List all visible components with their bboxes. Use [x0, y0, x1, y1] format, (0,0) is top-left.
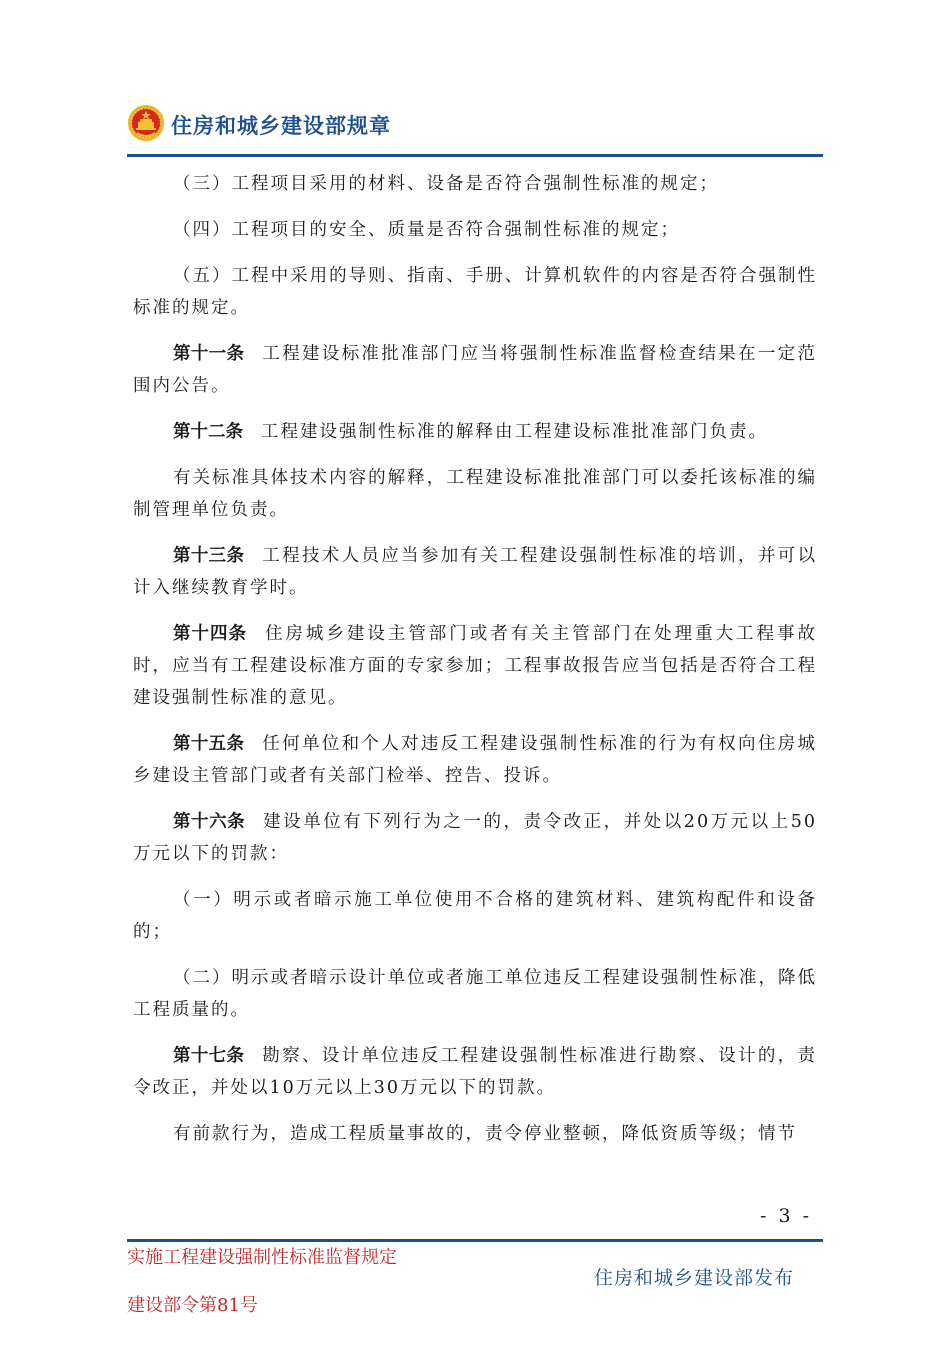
- article-16-clause-one: [133, 884, 817, 948]
- footer-divider: [127, 1239, 823, 1242]
- article-heading: 第十一条: [173, 344, 245, 364]
- page-header: [127, 102, 823, 158]
- national-emblem-icon: [127, 104, 165, 142]
- article-13-paragraph: [133, 540, 817, 604]
- paragraph-text: （一）明示或者暗示施工单位使用不合格的建筑材料、建筑构配件和设备的；: [133, 890, 817, 942]
- article-15-paragraph: [133, 728, 817, 792]
- article-14-paragraph: [133, 618, 817, 714]
- paragraph-text: 有前款行为，造成工程质量事故的，责令停业整顿，降低资质等级；情节: [173, 1124, 797, 1144]
- article-16-clause-two: [133, 962, 817, 1026]
- article-heading: 第十五条: [173, 734, 245, 754]
- article-heading: 第十六条: [173, 812, 246, 832]
- paragraph-text: 勘察、设计单位违反工程建设强制性标准进行勘察、设计的，责令改正，并处以10万元以上30万元以下的罚款。: [133, 1046, 818, 1098]
- footer-publisher: 住房和城乡建设部发布: [594, 1267, 795, 1289]
- footer-document-title: 实施工程建设强制性标准监督规定: [127, 1247, 397, 1268]
- paragraph-text: 任何单位和个人对违反工程建设强制性标准的行为有权向住房城乡建设主管部门或者有关部门检举、控告、投诉。: [133, 734, 818, 786]
- page-number: - 3 -: [760, 1205, 813, 1227]
- article-17-second-paragraph: [133, 1118, 817, 1150]
- clause-four-paragraph: [133, 214, 817, 246]
- clause-five-paragraph: [133, 260, 817, 324]
- article-12-paragraph: [133, 416, 817, 448]
- paragraph-text: （二）明示或者暗示设计单位或者施工单位违反工程建设强制性标准，降低工程质量的。: [133, 968, 817, 1020]
- paragraph-text: 工程建设标准批准部门应当将强制性标准监督检查结果在一定范围内公告。: [133, 344, 818, 396]
- article-heading: 第十二条: [173, 422, 243, 442]
- article-17-paragraph: [133, 1040, 817, 1104]
- header-title: 住房和城乡建设部规章: [171, 114, 391, 138]
- article-heading: 第十三条: [173, 546, 245, 566]
- paragraph-text: 工程建设强制性标准的解释由工程建设标准批准部门负责。: [261, 422, 768, 442]
- paragraph-text: 建设单位有下列行为之一的，责令改正，并处以20万元以上50万元以下的罚款：: [133, 812, 818, 864]
- article-11-paragraph: [133, 338, 817, 402]
- paragraph-text: 工程技术人员应当参加有关工程建设强制性标准的培训，并可以计入继续教育学时。: [133, 546, 818, 598]
- clause-three-paragraph: [133, 168, 817, 200]
- article-heading: 第十四条: [173, 624, 247, 644]
- paragraph-text: 住房城乡建设主管部门或者有关主管部门在处理重大工程事故时，应当有工程建设标准方面的专家参加；工程事故报告应当包括是否符合工程建设强制性标准的意见。: [133, 624, 818, 708]
- paragraph-text: （三）工程项目采用的材料、设备是否符合强制性标准的规定；: [173, 174, 719, 194]
- article-heading: 第十七条: [173, 1046, 245, 1066]
- article-12-second-paragraph: [133, 462, 817, 526]
- paragraph-text: （四）工程项目的安全、质量是否符合强制性标准的规定；: [173, 220, 680, 240]
- footer-document-number: 建设部令第81号: [127, 1295, 258, 1316]
- header-divider: [127, 154, 823, 157]
- paragraph-text: （五）工程中采用的导则、指南、手册、计算机软件的内容是否符合强制性标准的规定。: [133, 266, 817, 318]
- document-body: [133, 168, 817, 1164]
- paragraph-text: 有关标准具体技术内容的解释，工程建设标准批准部门可以委托该标准的编制管理单位负责。: [133, 468, 817, 520]
- article-16-paragraph: [133, 806, 817, 870]
